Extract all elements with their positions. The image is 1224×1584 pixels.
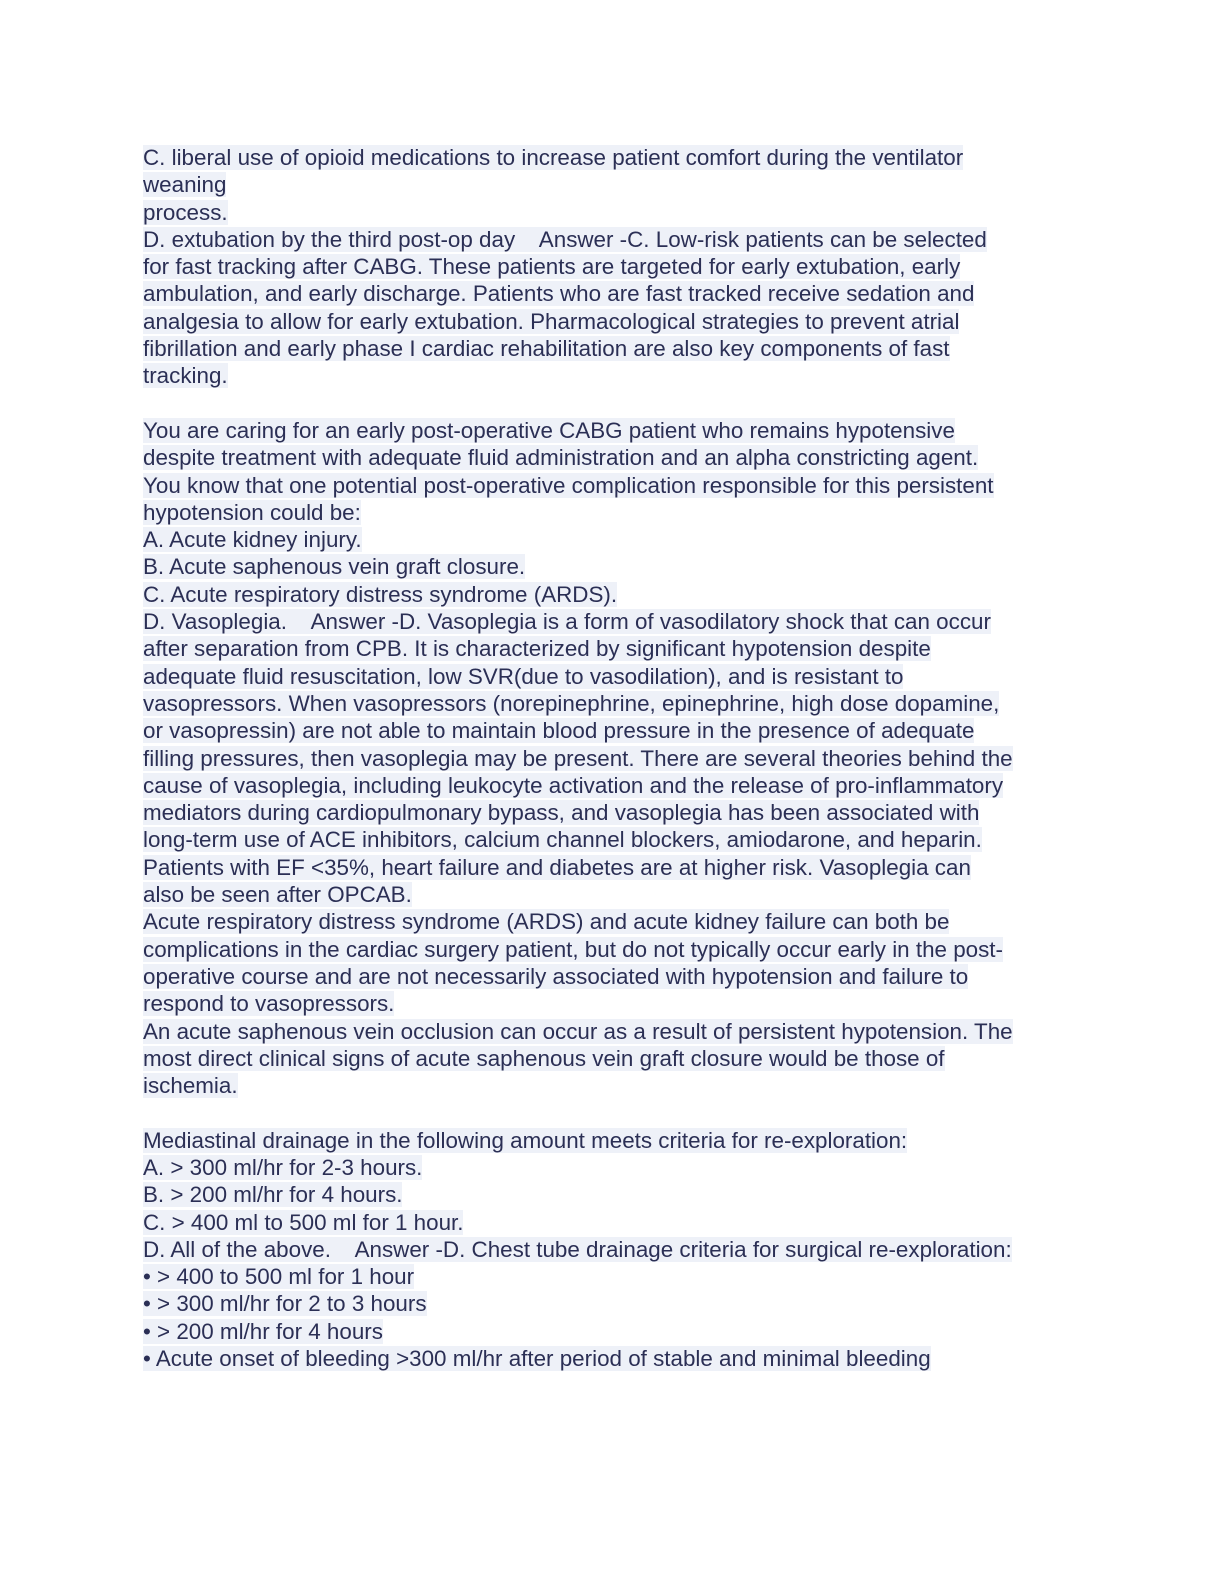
text-line-content: C. > 400 ml to 500 ml for 1 hour. bbox=[143, 1209, 464, 1235]
text-line-content: mediators during cardiopulmonary bypass, and vasoplegia has been associated with bbox=[143, 800, 980, 826]
text-line-content: A. Acute kidney injury. bbox=[143, 527, 362, 553]
text-line-content: Mediastinal drainage in the following amount meets criteria for re-exploration: bbox=[143, 1127, 908, 1153]
text-line-content: despite treatment with adequate fluid administration and an alpha constricting agent. bbox=[143, 445, 979, 471]
text-line-content: • > 400 to 500 ml for 1 hour bbox=[143, 1264, 415, 1290]
text-line bbox=[143, 362, 1083, 389]
text-line bbox=[143, 1345, 1083, 1372]
text-line-content: A. > 300 ml/hr for 2-3 hours. bbox=[143, 1154, 423, 1180]
text-line-content: You know that one potential post-operative complication responsible for this persistent bbox=[143, 472, 994, 498]
text-line bbox=[143, 308, 1083, 335]
text-line bbox=[143, 990, 1083, 1017]
text-line-content: tracking. bbox=[143, 363, 228, 389]
text-line bbox=[143, 253, 1083, 280]
text-line-content: • > 300 ml/hr for 2 to 3 hours bbox=[143, 1291, 427, 1317]
text-line-content: C. Acute respiratory distress syndrome (ARDS). bbox=[143, 581, 618, 607]
text-line-content: complications in the cardiac surgery patient, but do not typically occur early in the post- bbox=[143, 936, 1003, 962]
text-line bbox=[143, 444, 1083, 471]
question-block bbox=[143, 144, 1083, 390]
text-line bbox=[143, 335, 1083, 362]
text-line-content: analgesia to allow for early extubation. Pharmacological strategies to prevent atrial bbox=[143, 308, 960, 334]
text-line-content: after separation from CPB. It is characterized by significant hypotension despite bbox=[143, 636, 931, 662]
text-line bbox=[143, 854, 1083, 881]
text-line bbox=[143, 799, 1083, 826]
text-line bbox=[143, 690, 1083, 717]
text-line-content: long-term use of ACE inhibitors, calcium channel blockers, amiodarone, and heparin. bbox=[143, 827, 982, 853]
paragraph-gap bbox=[143, 1099, 1083, 1126]
text-line-content: • > 200 ml/hr for 4 hours bbox=[143, 1318, 383, 1344]
text-line-content: adequate fluid resuscitation, low SVR(due to vasodilation), and is resistant to bbox=[143, 663, 904, 689]
text-line bbox=[143, 1263, 1083, 1290]
text-line-content: An acute saphenous vein occlusion can occur as a result of persistent hypotension. The bbox=[143, 1018, 1013, 1044]
text-line bbox=[143, 499, 1083, 526]
text-line-content: ambulation, and early discharge. Patients who are fast tracked receive sedation and bbox=[143, 281, 975, 307]
text-line-content: B. Acute saphenous vein graft closure. bbox=[143, 554, 526, 580]
text-line bbox=[143, 199, 1083, 226]
document-page bbox=[143, 144, 1083, 1372]
text-line-content: ischemia. bbox=[143, 1073, 238, 1099]
text-line bbox=[143, 1154, 1083, 1181]
text-line bbox=[143, 1018, 1083, 1045]
text-line bbox=[143, 881, 1083, 908]
text-line bbox=[143, 581, 1083, 608]
text-line bbox=[143, 635, 1083, 662]
text-line-content: C. liberal use of opioid medications to increase patient comfort during the ventilator bbox=[143, 145, 964, 170]
text-line bbox=[143, 1045, 1083, 1072]
text-line-content: B. > 200 ml/hr for 4 hours. bbox=[143, 1182, 403, 1208]
text-line bbox=[143, 745, 1083, 772]
text-line bbox=[143, 553, 1083, 580]
text-line bbox=[143, 171, 1083, 198]
text-line bbox=[143, 144, 1083, 171]
text-line-content: cause of vasoplegia, including leukocyte activation and the release of pro-inflammatory bbox=[143, 772, 1004, 798]
text-line-content: weaning bbox=[143, 172, 227, 198]
text-line bbox=[143, 1236, 1083, 1263]
text-line-content: Acute respiratory distress syndrome (ARDS) and acute kidney failure can both be bbox=[143, 909, 950, 935]
text-line bbox=[143, 1072, 1083, 1099]
text-line-content: D. All of the above. Answer -D. Chest tube drainage criteria for surgical re-exploration: bbox=[143, 1236, 1012, 1262]
text-line bbox=[143, 472, 1083, 499]
text-line-content: • Acute onset of bleeding >300 ml/hr after period of stable and minimal bleeding bbox=[143, 1346, 931, 1372]
text-line-content: You are caring for an early post-operative CABG patient who remains hypotensive bbox=[143, 417, 955, 443]
text-line bbox=[143, 1181, 1083, 1208]
paragraph-gap bbox=[143, 390, 1083, 417]
text-line bbox=[143, 826, 1083, 853]
text-line-content: operative course and are not necessarily associated with hypotension and failure to bbox=[143, 963, 969, 989]
question-block bbox=[143, 1127, 1083, 1373]
text-line bbox=[143, 1318, 1083, 1345]
text-line-content: vasopressors. When vasopressors (norepinephrine, epinephrine, high dose dopamine, bbox=[143, 690, 1000, 716]
text-line bbox=[143, 717, 1083, 744]
text-line-content: or vasopressin) are not able to maintain blood pressure in the presence of adequate bbox=[143, 718, 975, 744]
text-line bbox=[143, 1290, 1083, 1317]
text-line bbox=[143, 663, 1083, 690]
text-line-content: D. extubation by the third post-op day Answer -C. Low-risk patients can be selected bbox=[143, 226, 987, 252]
text-line bbox=[143, 226, 1083, 253]
text-line-content: hypotension could be: bbox=[143, 499, 361, 525]
text-line bbox=[143, 1209, 1083, 1236]
text-line bbox=[143, 963, 1083, 990]
text-line bbox=[143, 772, 1083, 799]
text-line-content: for fast tracking after CABG. These patients are targeted for early extubation, early bbox=[143, 254, 961, 280]
question-block bbox=[143, 417, 1083, 1099]
text-line-content: also be seen after OPCAB. bbox=[143, 882, 412, 908]
text-line-content: process. bbox=[143, 199, 228, 225]
text-line-content: Patients with EF <35%, heart failure and diabetes are at higher risk. Vasoplegia can bbox=[143, 854, 971, 880]
text-line-content: fibrillation and early phase I cardiac rehabilitation are also key components of fast bbox=[143, 336, 950, 362]
text-line bbox=[143, 908, 1083, 935]
text-line bbox=[143, 417, 1083, 444]
text-line-content: respond to vasopressors. bbox=[143, 991, 395, 1017]
text-line-content: filling pressures, then vasoplegia may be present. There are several theories behind the bbox=[143, 745, 1013, 771]
text-line bbox=[143, 608, 1083, 635]
text-line bbox=[143, 526, 1083, 553]
text-line-content: most direct clinical signs of acute saphenous vein graft closure would be those of bbox=[143, 1045, 945, 1071]
text-line-content: D. Vasoplegia. Answer -D. Vasoplegia is a form of vasodilatory shock that can occur bbox=[143, 609, 991, 635]
text-line bbox=[143, 936, 1083, 963]
text-line bbox=[143, 1127, 1083, 1154]
text-line bbox=[143, 280, 1083, 307]
